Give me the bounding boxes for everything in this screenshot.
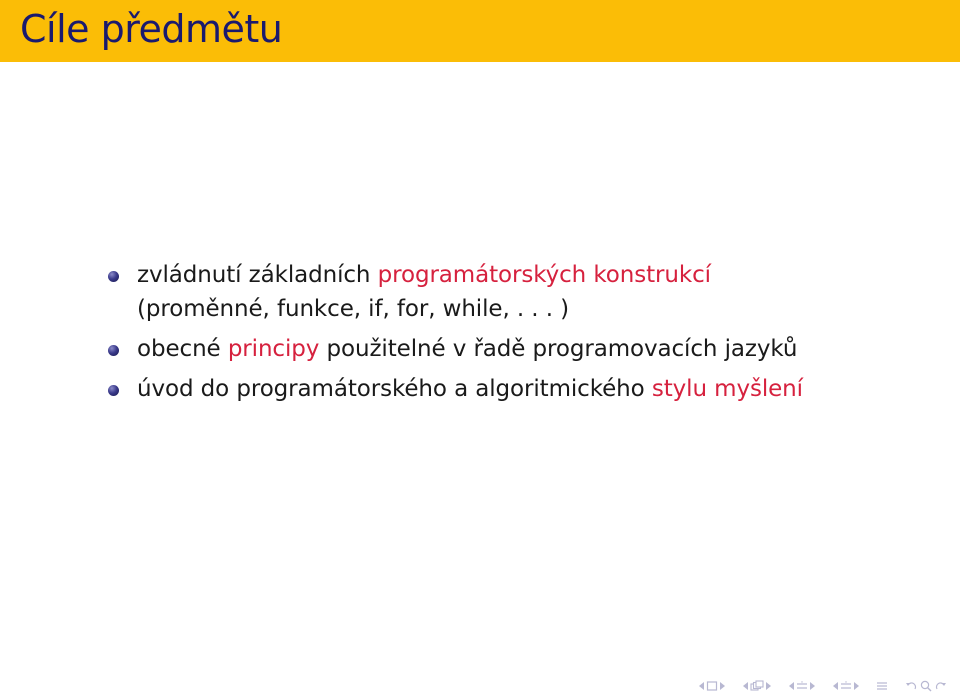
nav-section-group (788, 680, 816, 692)
next-section-icon[interactable] (809, 680, 816, 692)
forward-icon[interactable] (934, 680, 948, 692)
nav-search-group (904, 680, 948, 692)
next-subsection-icon[interactable] (765, 680, 772, 692)
bullet-2-text-b: použitelné v řadě programovacích jazyků (319, 336, 798, 362)
bullet-dot-icon (108, 385, 119, 396)
bullet-item-3 (108, 372, 948, 406)
frame-box-icon (706, 680, 718, 692)
next-slide-icon[interactable] (853, 680, 860, 692)
section-lines-icon (796, 680, 808, 692)
align-icon[interactable] (876, 680, 888, 692)
beamer-navigation (698, 678, 948, 694)
nav-frame-group (698, 680, 726, 692)
bullet-3-text-a: úvod do programátorského a algoritmického (137, 376, 652, 402)
nav-slide-group (832, 680, 860, 692)
bullet-3-highlight: stylu myšlení (651, 376, 803, 402)
back-icon[interactable] (904, 680, 918, 692)
subsection-boxes-icon (750, 680, 764, 692)
prev-subsection-icon[interactable] (742, 680, 749, 692)
prev-section-icon[interactable] (788, 680, 795, 692)
slide-lines-icon (840, 680, 852, 692)
bullet-1-text: zvládnutí základních (137, 262, 378, 288)
bullet-list (108, 258, 948, 412)
bullet-1-line2: (proměnné, funkce, if, for, while, . . . ) (137, 296, 570, 322)
bullet-item-1 (108, 258, 948, 326)
bullet-dot-icon (108, 271, 119, 282)
nav-subsection-group (742, 680, 772, 692)
next-frame-icon[interactable] (719, 680, 726, 692)
prev-frame-icon[interactable] (698, 680, 705, 692)
bullet-item-2 (108, 332, 948, 366)
bullet-2-text-a: obecné (137, 336, 228, 362)
slide-title: Cíle předmětu (20, 7, 283, 51)
title-bar (0, 0, 960, 62)
bullet-dot-icon (108, 345, 119, 356)
bullet-2-highlight: principy (227, 336, 320, 362)
search-icon[interactable] (919, 680, 933, 692)
prev-slide-icon[interactable] (832, 680, 839, 692)
bullet-1-highlight: programátorských konstrukcí (377, 262, 711, 288)
